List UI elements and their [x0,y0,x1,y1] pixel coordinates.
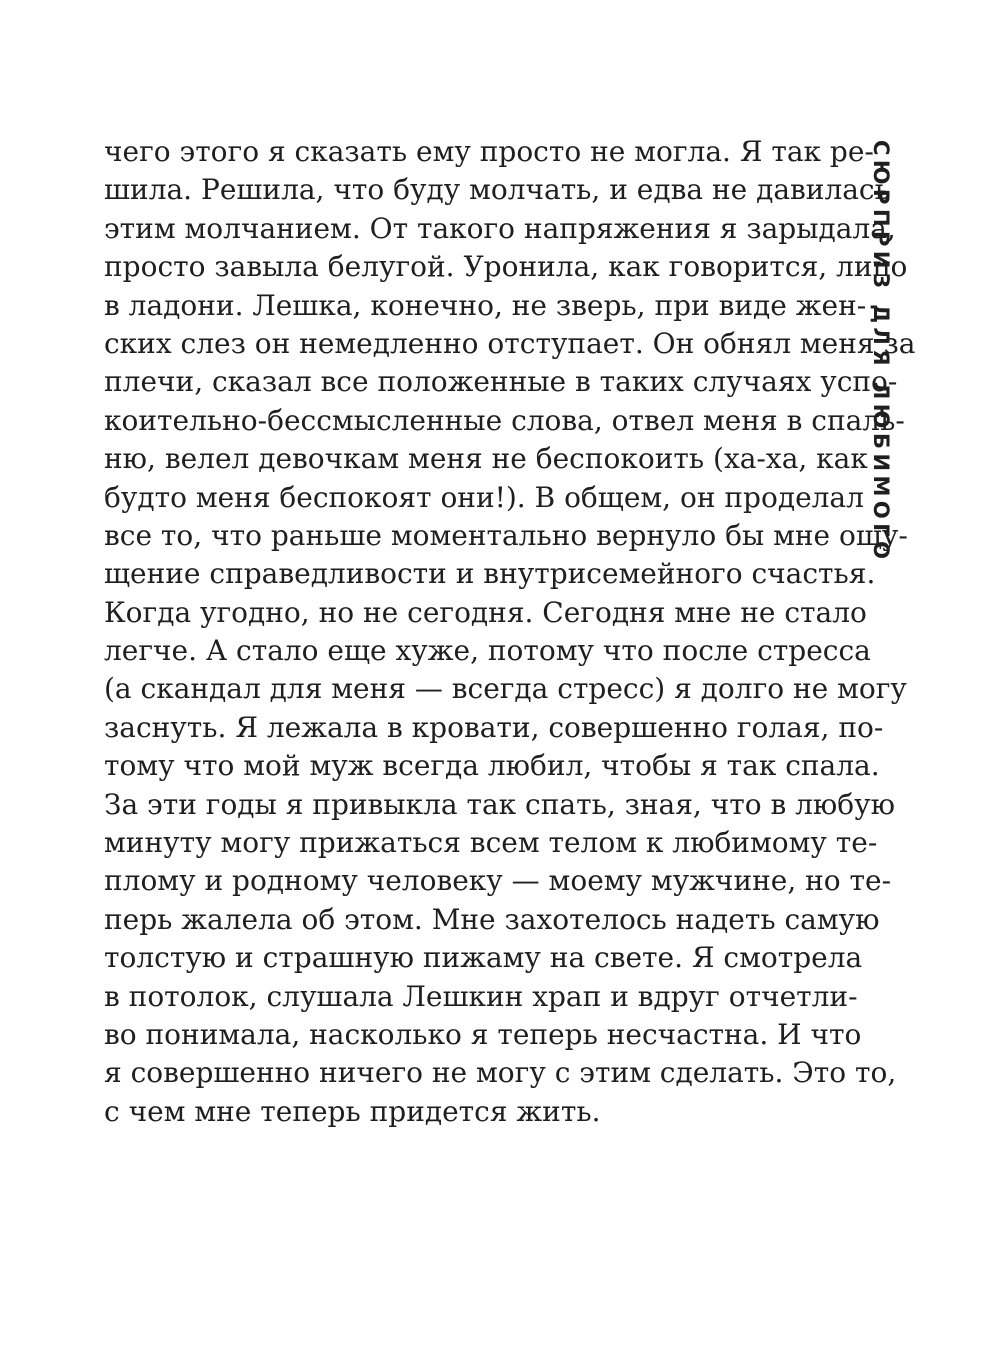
text-line: просто завыла белугой. Уронила, как говорится, лицо [104,250,908,284]
text-line: ню, велел девочкам меня не беспокоить (ха-ха, как [104,442,868,476]
text-line: в потолок, слушала Лешкин храп и вдруг отчетли- [104,979,858,1013]
text-line: Когда угодно, но не сегодня. Сегодня мне не стало [104,595,867,629]
text-line: плечи, сказал все положенные в таких случаях успо- [104,365,898,399]
text-line: все то, что раньше моментально вернуло бы мне ощу- [104,518,908,552]
text-line: толстую и страшную пижаму на свете. Я смотрела [104,941,863,975]
text-line: перь жалела об этом. Мне захотелось надеть самую [104,902,880,936]
text-line: чего этого я сказать ему просто не могла. Я так ре- [104,135,874,168]
text-line: легче. А стало еще хуже, потому что после стресса [104,634,871,668]
text-line: тому что мой муж всегда любил, чтобы я так спала. [104,749,880,783]
text-line: щение справедливости и внутрисемейного счастья. [104,557,876,591]
text-line: будто меня беспокоят они!). В общем, он проделал [104,480,864,514]
text-line: этим молчанием. От такого напряжения я зарыдала, [104,211,896,245]
text-line: шила. Решила, что буду молчать, и едва не давилась [104,173,890,207]
text-line-last: с чем мне теперь придется жить. [104,1094,601,1128]
text-line: плому и родному человеку — моему мужчине, но те- [104,864,892,898]
text-line: в ладони. Лешка, конечно, не зверь, при виде жен- [104,288,867,322]
text-line: (а скандал для меня — всегда стресс) я долго не могу [104,672,907,706]
running-head: СЮРПРИЗ ДЛЯ ЛЮБИМОГО [869,140,893,564]
text-line: За эти годы я привыкла так спать, зная, что в любую [104,787,896,821]
text-line: ских слез он немедленно отступает. Он обнял меня за [104,326,916,360]
text-line: во понимала, насколько я теперь несчастна. И что [104,1017,862,1051]
text-line: минуту могу прижаться всем телом к любимому те- [104,826,878,860]
text-line: я совершенно ничего не могу с этим сделать. Это то, [104,1056,897,1090]
text-line: коительно-бессмысленные слова, отвел меня в спаль- [104,403,905,437]
text-line: заснуть. Я лежала в кровати, совершенно голая, по- [104,710,884,744]
